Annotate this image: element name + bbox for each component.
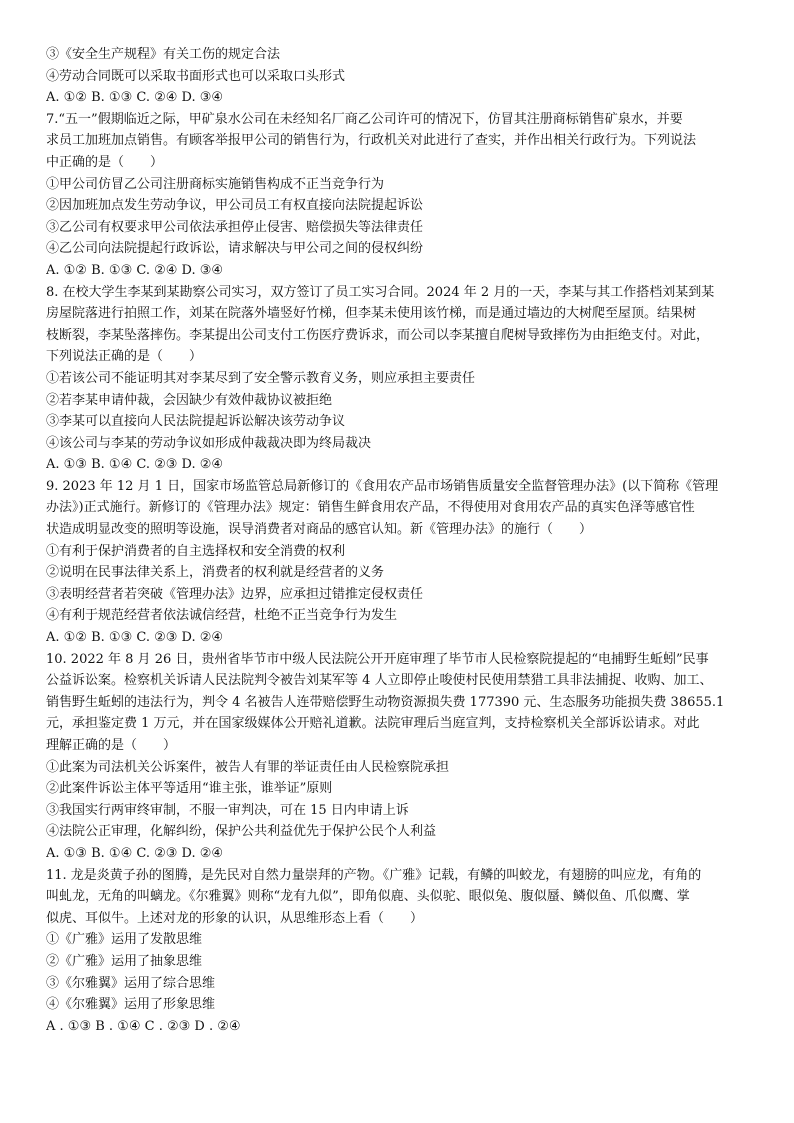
question-stem-line: 公益诉讼案。检察机关诉请人民法院判令被告刘某军等 4 人立即停止唆使村民使用禁猎工具非法捕捉、收购、加工、: [46, 673, 713, 689]
question-option: ②因加班加点发生劳动争议，甲公司员工有权直接向法院提起诉讼: [46, 198, 424, 214]
exam-page: [46, 44, 752, 1037]
answer-choices: A. ①② B. ①③ C. ②④ D. ③④: [46, 90, 224, 106]
question-stem-line: 理解正确的是（ ）: [46, 738, 177, 753]
question-option: ③李某可以直接向人民法院提起诉讼解决该劳动争议: [46, 414, 346, 430]
question-stem-line: 元，承担鉴定费 1 万元，并在国家级媒体公开赔礼道歉。法院审理后当庭宣判，支持检察机关全部诉讼请求。对此: [46, 716, 700, 732]
question-8: [46, 282, 752, 476]
question-stem-line: 状造成明显改变的照明等设施，误导消费者对商品的感官认知。新《管理办法》的施行（ ）: [46, 522, 593, 538]
answer-choices: A. ①② B. ①③ C. ②④ D. ③④: [46, 262, 224, 278]
question-stem-line: 枝断裂，李某坠落摔伤。李某提出公司支付工伤医疗费诉求，而公司以李某擅自爬树导致摔伤为由拒绝支付。对此，: [46, 327, 710, 343]
question-option: ④该公司与李某的劳动争议如形成仲裁裁决即为终局裁决: [46, 435, 372, 451]
question-stem-line: 8. 在校大学生李某到某勘察公司实习，双方签订了员工实习合同。2024 年 2 月的一天，李某与其工作搭档刘某到某: [46, 284, 715, 300]
question-option: ②若李某申请仲裁，会因缺少有效仲裁协议被拒绝: [46, 392, 333, 408]
question-option: ①有利于保护消费者的自主选择权和安全消费的权利: [46, 543, 346, 559]
question-option: ④法院公正审理，化解纠纷，保护公共利益优先于保护公民个人利益: [46, 824, 437, 840]
question-option: ①若该公司不能证明其对李某尽到了安全警示教育义务，则应承担主要责任: [46, 370, 476, 386]
question-option: ④乙公司向法院提起行政诉讼，请求解决与甲公司之间的侵权纠纷: [46, 241, 424, 257]
question-11: [46, 865, 752, 1038]
question-stem-line: 中正确的是（ ）: [46, 154, 164, 170]
question-stem-line: 下列说法正确的是（ ）: [46, 349, 203, 365]
question-stem-line: 10. 2022 年 8 月 26 日，贵州省毕节市中级人民法院公开开庭审理了毕节市人民检察院提起的“电捕野生蚯蚓”民事: [46, 651, 709, 667]
question-stem-line: 求员工加班加点销售。有顾客举报甲公司的销售行为，行政机关对此进行了查实，并作出相关行政行为。下列说法: [46, 133, 697, 149]
question-option: ③《安全生产规程》有关工伤的规定合法: [46, 47, 281, 62]
question-stem-line: 办法》)正式施行。新修订的《管理办法》规定：销售生鲜食用农产品，不得使用对食用农产品的真实色泽等感官性: [46, 500, 695, 516]
question-option: ③乙公司有权要求甲公司依法承担停止侵害、赔偿损失等法律责任: [46, 219, 424, 235]
question-stem-line: 11. 龙是炎黄子孙的图腾，是先民对自然力量崇拜的产物。《广雅》记载，有鳞的叫蛟龙，有翅膀的叫应龙，有角的: [46, 867, 702, 883]
question-stem-line: 9. 2023 年 12 月 1 日，国家市场监管总局新修订的《食用农产品市场销售质量安全监督管理办法》(以下简称《管理: [46, 478, 719, 494]
question-option: ④《尔雅翼》运用了形象思维: [46, 997, 216, 1013]
question-stem-line: 房屋院落进行拍照工作，刘某在院落外墙竖好竹梯，但李某未使用该竹梯，而是通过墙边的大树爬至屋顶。结果树: [46, 306, 697, 322]
question-option: ③我国实行两审终审制，不服一审判决，可在 15 日内申请上诉: [46, 802, 409, 818]
question-option: ①甲公司仿冒乙公司注册商标实施销售构成不正当竞争行为: [46, 176, 385, 192]
question-option: ③《尔雅翼》运用了综合思维: [46, 975, 216, 991]
question-stem-line: 似虎、耳似牛。上述对龙的形象的认识，从思维形态上看（ ）: [46, 910, 424, 926]
question-option: ④有利于规范经营者依法诚信经营，杜绝不正当竞争行为发生: [46, 608, 398, 624]
prev-question-continuation: [46, 44, 752, 109]
question-option: ②此案件诉讼主体平等适用“谁主张，谁举证”原则: [46, 781, 333, 797]
question-option: ④劳动合同既可以采取书面形式也可以采取口头形式: [46, 68, 346, 84]
question-option: ②《广雅》运用了抽象思维: [46, 953, 203, 969]
question-option: ③表明经营者若突破《管理办法》边界，应承担过错推定侵权责任: [46, 586, 424, 602]
question-stem-line: 销售野生蚯蚓的违法行为，判令 4 名被告人连带赔偿野生动物资源损失费 177390 元、生态服务功能损失费 38655.1: [46, 694, 725, 710]
question-9: [46, 476, 752, 649]
question-option: ①《广雅》运用了发散思维: [46, 932, 203, 948]
question-stem-line: 叫虬龙，无角的叫螭龙。《尔雅翼》则称“龙有九似”，即角似鹿、头似驼、眼似兔、腹似蜃、鳞似鱼、爪似鹰、掌: [46, 889, 690, 905]
question-7: [46, 109, 752, 282]
answer-choices: A . ①③ B . ①④ C . ②③ D . ②④: [46, 1018, 241, 1034]
question-option: ①此案为司法机关公诉案件，被告人有罪的举证责任由人民检察院承担: [46, 759, 450, 775]
question-option: ②说明在民事法律关系上，消费者的权利就是经营者的义务: [46, 565, 385, 581]
question-10: [46, 649, 752, 865]
answer-choices: A. ①② B. ①③ C. ②③ D. ②④: [46, 630, 224, 646]
answer-choices: A. ①③ B. ①④ C. ②③ D. ②④: [46, 457, 224, 473]
question-stem-line: 7.“五一”假期临近之际，甲矿泉水公司在未经知名厂商乙公司许可的情况下，仿冒其注册商标销售矿泉水，并要: [46, 111, 683, 127]
answer-choices: A. ①③ B. ①④ C. ②③ D. ②④: [46, 845, 224, 861]
